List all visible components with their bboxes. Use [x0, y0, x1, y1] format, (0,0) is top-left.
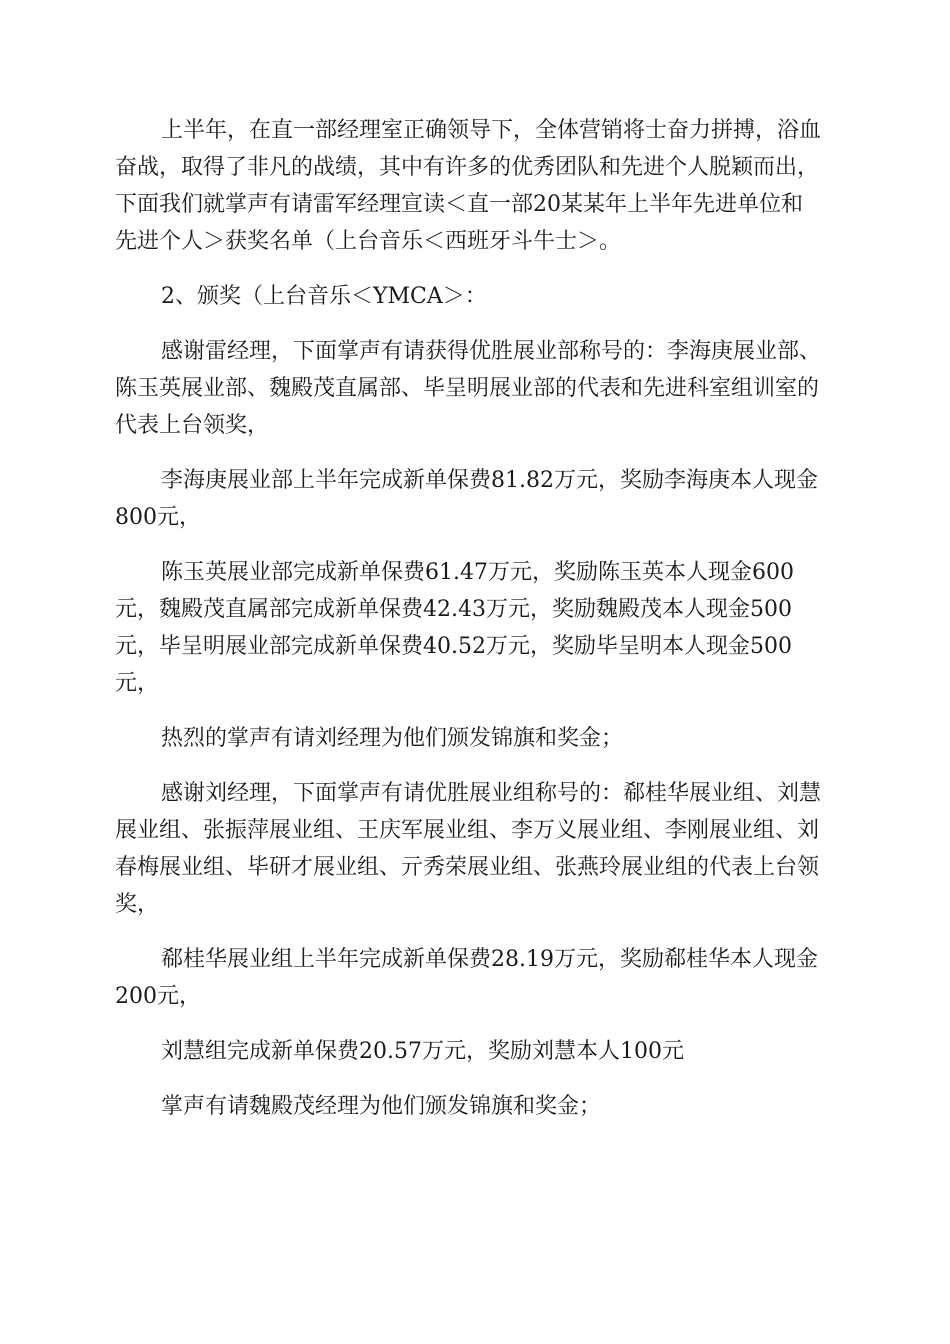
paragraph-5 — [115, 554, 835, 702]
paragraph-line: 热烈的掌声有请刘经理为他们颁发锦旗和奖金； — [161, 726, 624, 751]
paragraph-2 — [115, 278, 835, 315]
paragraph-line: 李海庚展业部上半年完成新单保费81.82万元，奖励李海庚本人现金 — [161, 468, 818, 493]
paragraph-line: 元，魏殿茂直属部完成新单保费42.43万元，奖励魏殿茂本人现金500 — [115, 597, 792, 622]
paragraph-line: 展业组、张振萍展业组、王庆军展业组、李万义展业组、李刚展业组、刘 — [115, 818, 820, 843]
paragraph-line: 2、颁奖（上台音乐＜YMCA＞： — [161, 284, 487, 309]
paragraph-line: 元，毕呈明展业部完成新单保费40.52万元，奖励毕呈明本人现金500 — [115, 634, 792, 659]
paragraph-line: 春梅展业组、毕研才展业组、亓秀荣展业组、张燕玲展业组的代表上台领 — [115, 855, 820, 880]
paragraph-line: 郗桂华展业组上半年完成新单保费28.19万元，奖励郗桂华本人现金 — [161, 947, 818, 972]
paragraph-8 — [115, 941, 835, 1015]
paragraph-1 — [115, 112, 835, 260]
paragraph-line: 陈玉英展业部、魏殿茂直属部、毕呈明展业部的代表和先进科室组训室的 — [115, 376, 820, 401]
paragraph-6 — [115, 720, 835, 757]
paragraph-line: 感谢雷经理，下面掌声有请获得优胜展业部称号的：李海庚展业部、 — [161, 339, 822, 364]
paragraph-line: 奋战，取得了非凡的战绩，其中有许多的优秀团队和先进个人脱颖而出， — [115, 155, 820, 180]
paragraph-line: 代表上台领奖， — [115, 413, 270, 438]
paragraph-9 — [115, 1033, 835, 1070]
paragraph-4 — [115, 462, 835, 536]
paragraph-line: 陈玉英展业部完成新单保费61.47万元，奖励陈玉英本人现金600 — [161, 560, 794, 585]
paragraph-line: 先进个人＞获奖名单（上台音乐＜西班牙斗牛士＞。 — [115, 229, 622, 254]
paragraph-line: 上半年，在直一部经理室正确领导下，全体营销将士奋力拼搏，浴血 — [161, 118, 822, 143]
paragraph-line: 掌声有请魏殿茂经理为他们颁发锦旗和奖金； — [161, 1094, 602, 1119]
paragraph-line: 奖， — [115, 892, 160, 917]
paragraph-7 — [115, 775, 835, 923]
paragraph-3 — [115, 333, 835, 444]
document-body — [115, 112, 835, 1143]
paragraph-line: 下面我们就掌声有请雷军经理宣读＜直一部20某某年上半年先进单位和 — [115, 192, 803, 217]
paragraph-line: 感谢刘经理，下面掌声有请优胜展业组称号的：郗桂华展业组、刘慧 — [161, 781, 822, 806]
paragraph-10 — [115, 1088, 835, 1125]
paragraph-line: 刘慧组完成新单保费20.57万元，奖励刘慧本人100元 — [161, 1039, 684, 1064]
paragraph-line: 元， — [115, 671, 160, 696]
paragraph-line: 800元， — [115, 505, 201, 530]
paragraph-line: 200元， — [115, 984, 201, 1009]
